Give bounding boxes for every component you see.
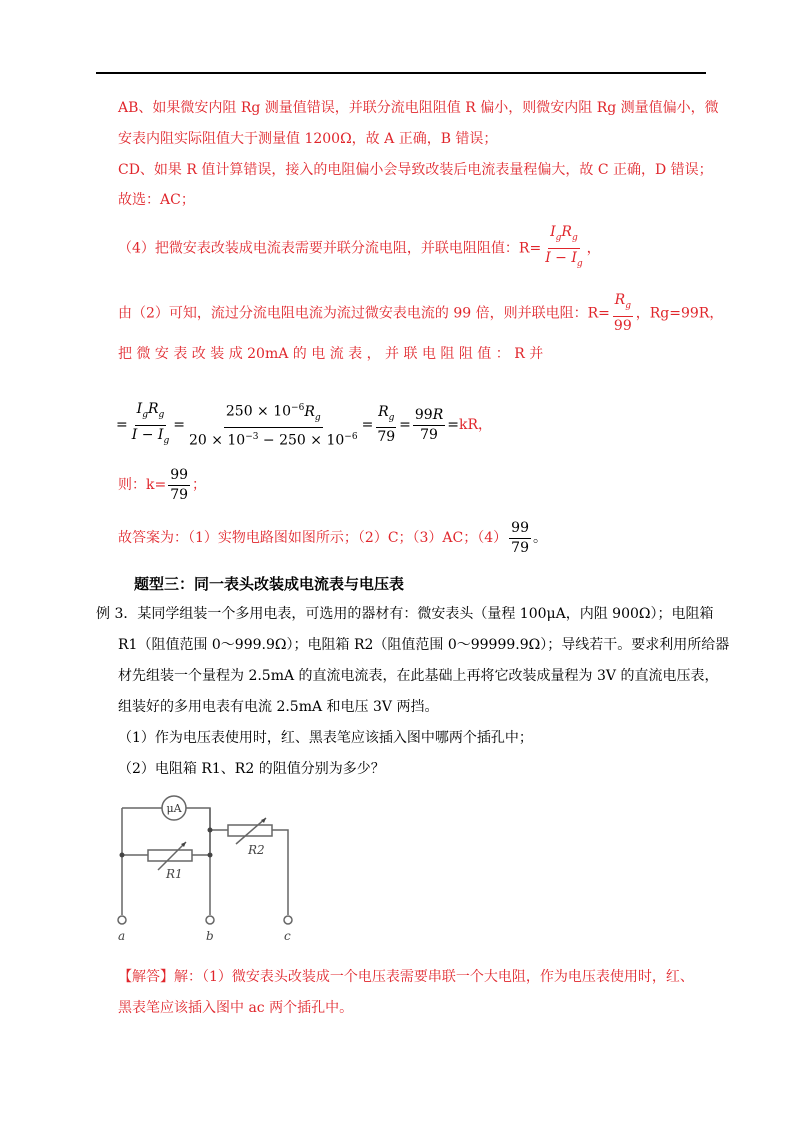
answer-convert-line: 把 微 安 表 改 装 成 20mA 的 电 流 表 ， 并 联 电 阻 阻 值 ： R 并 [118, 346, 544, 362]
final-text: 故答案为：（1）实物电路图如图所示；（2）C；（3）AC；（4） [118, 530, 508, 546]
example-line1: 例 3．某同学组装一个多用电表，可选用的器材有：微安表头（量程 100μA，内阻 900Ω）；电阻箱 [96, 606, 714, 622]
eq-frac-2: $\frac{250 \times 10^{-6}R_g}{20 \times 10^{-3} - 250 \times 10^{-6}}$ [187, 400, 360, 450]
formula-rg-over-99: $\frac{R_g}{99}$ [613, 292, 632, 334]
from2-tail: ，Rg=99R， [635, 305, 724, 322]
section-heading: 题型三：同一表头改装成电流表与电压表 [134, 575, 405, 593]
solution-line1: 【解答】解：（1）微安表头改装成一个电压表需要串联一个大电阻，作为电压表使用时，红、 [118, 969, 694, 985]
terminal-a-label: a [118, 929, 126, 943]
eq-frac-1: $\frac{I_gR_g}{I - I_g}$ [131, 400, 170, 446]
answer-ab-line2: 安表内阻实际阻值大于测量值 1200Ω，故 A 正确，B 错误； [118, 131, 498, 147]
answer-ab-line1: AB、如果微安内阻 Rg 测量值错误，并联分流电阻阻值 R 偏小，则微安内阻 Rg 测量值偏小，微 [118, 100, 719, 116]
answer-final: 故答案为：（1）实物电路图如图所示；（2）C；（3）AC；（4） $\frac{99}{79}$ 。 [118, 519, 547, 556]
answer-then-k: 则：k= $\frac{99}{79}$ ； [118, 466, 207, 503]
circuit-diagram [110, 780, 310, 950]
r1-label: R1 [166, 867, 183, 881]
eq-frac-4: $\frac{99R}{79}$ [414, 406, 444, 443]
question-1: （1）作为电压表使用时，红、黑表笔应该插入图中哪两个插孔中； [118, 730, 533, 746]
wire-r2-right [272, 830, 288, 915]
answer-cd-line: CD、如果 R 值计算错误，接入的电阻偏小会导致改装后电流表量程偏大，故 C 正确，D 错误； [118, 162, 713, 178]
solution-line2: 黑表笔应该插入图中 ac 两个插孔中。 [118, 1000, 354, 1016]
terminal-b [206, 916, 214, 924]
answer-part4: （4）把微安表改装成电流表需要并联分流电阻，并联电阻阻值：R= $\frac{I_gR_g}{I - I_g}$ ， [118, 224, 601, 273]
junction-r2 [208, 828, 213, 833]
solution-tag: 【解答】 [118, 969, 174, 985]
example-line4: 组装好的多用电表有电流 2.5mA 和电压 3V 两挡。 [118, 699, 439, 715]
answer-equation: = $\frac{I_gR_g}{I - I_g}$ = $\frac{250 \times 10^{-6}R_g}{20 \times 10^{-3} - 250 \times 10^{-6}}$ = $\frac{R_g}{79}$ = $\frac{99R}{79}$ =kR， [116, 400, 493, 450]
terminal-b-label: b [206, 929, 214, 943]
eq-tail: kR， [458, 417, 493, 434]
part4-text: （4）把微安表改装成电流表需要并联分流电阻，并联电阻阻值：R= [118, 240, 542, 257]
terminal-c [284, 916, 292, 924]
wire-top-right [186, 808, 210, 852]
final-fraction: $\frac{99}{79}$ [511, 519, 529, 556]
then-text: 则：k= [118, 477, 167, 493]
example-line3: 材先组装一个量程为 2.5mA 的直流电流表，在此基础上再将它改装成量程为 3V 的直流电压表， [118, 668, 719, 684]
meter-label: μA [166, 802, 182, 815]
junction-middle [208, 853, 213, 858]
answer-from-part2 [118, 292, 723, 335]
formula-ig-rg-over-i-ig: $\frac{I_gR_g}{I - I_g}$ [545, 224, 583, 269]
eq-frac-3: $\frac{R_g}{79}$ [377, 403, 396, 446]
r2-resistor [228, 825, 272, 836]
r1-resistor [148, 850, 192, 861]
k-fraction: $\frac{99}{79}$ [170, 466, 189, 503]
header-rule [96, 72, 706, 74]
example-line2: R1（阻值范围 0～999.9Ω）；电阻箱 R2（阻值范围 0～99999.9Ω）；导线若干。要求利用所给器 [118, 637, 730, 653]
terminal-a [118, 916, 126, 924]
from2-text: 由（2）可知，流过分流电阻电流为流过微安表电流的 99 倍，则并联电阻：R= [118, 305, 610, 322]
r2-label: R2 [248, 843, 265, 857]
terminal-c-label: c [284, 929, 291, 943]
answer-select-line: 故选：AC； [118, 192, 195, 208]
question-2: （2）电阻箱 R1、R2 的阻值分别为多少？ [118, 761, 385, 777]
junction-left [120, 853, 125, 858]
